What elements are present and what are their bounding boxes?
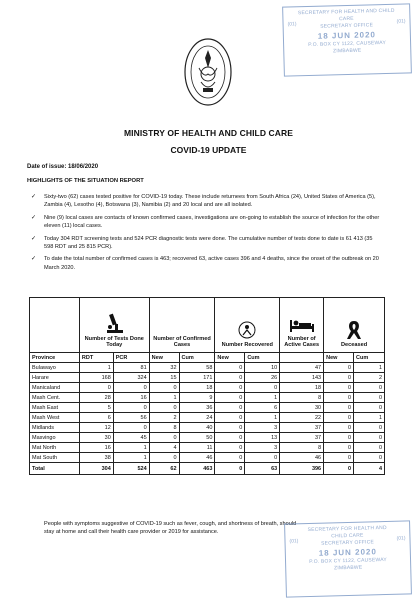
value-cell: 0 xyxy=(113,383,149,393)
table-row xyxy=(30,363,385,373)
checkmark-icon: ✓ xyxy=(31,256,37,263)
value-cell: 0 xyxy=(149,403,179,413)
column-header: Cum xyxy=(245,353,280,363)
checkmark-icon: ✓ xyxy=(31,235,37,242)
value-cell: 0 xyxy=(149,433,179,443)
tests-header xyxy=(79,298,149,353)
value-cell: 0 xyxy=(324,453,354,463)
table-column-header xyxy=(30,353,385,363)
province-cell: Harare xyxy=(30,373,80,383)
table-row xyxy=(30,443,385,453)
value-cell: 56 xyxy=(113,413,149,423)
stamp-code: (01) xyxy=(396,535,406,542)
value-cell: 40 xyxy=(179,423,215,433)
value-cell: 10 xyxy=(245,363,280,373)
value-cell: 11 xyxy=(179,443,215,453)
table-row xyxy=(30,373,385,383)
value-cell: 1 xyxy=(113,443,149,453)
stamp-date: 18 JUN 2020 xyxy=(317,30,377,41)
value-cell: 15 xyxy=(149,373,179,383)
value-cell: 5 xyxy=(79,403,113,413)
highlights-heading: HIGHLIGHTS OF THE SITUATION REPORT xyxy=(27,178,144,184)
received-stamp-top xyxy=(282,3,412,76)
bullet-text: Nine (9) local cases are contacts of known confirmed cases, investigations are on-going to establish the source of infection for the other eleven (11) local cases. xyxy=(44,214,380,230)
value-cell: 0 xyxy=(354,423,385,433)
value-cell: 12 xyxy=(79,423,113,433)
value-cell: 1 xyxy=(149,393,179,403)
table-row xyxy=(30,433,385,443)
confirmed-header xyxy=(149,298,215,353)
column-header: New xyxy=(215,353,245,363)
column-header: Province xyxy=(30,353,80,363)
stamp-address: P.O. BOX CY 1122, CAUSEWAY xyxy=(308,39,387,49)
header-label: Number Recovered xyxy=(221,342,273,349)
stamp-code: (01) xyxy=(287,21,297,28)
province-cell: Mash West xyxy=(30,413,80,423)
received-stamp-bottom xyxy=(284,520,412,597)
value-cell: 50 xyxy=(179,433,215,443)
value-cell: 143 xyxy=(280,373,324,383)
value-cell: 30 xyxy=(280,403,324,413)
table-row xyxy=(30,403,385,413)
header-label: Number of Tests Done Today xyxy=(84,335,144,349)
list-item xyxy=(30,193,380,210)
column-header: Cum xyxy=(354,353,385,363)
value-cell: 2 xyxy=(354,373,385,383)
report-title: COVID-19 UPDATE xyxy=(170,145,247,155)
value-cell: 0 xyxy=(324,443,354,453)
column-header: RDT xyxy=(79,353,113,363)
value-cell: 0 xyxy=(354,403,385,413)
deceased-header xyxy=(324,298,385,353)
value-cell: 63 xyxy=(245,463,280,475)
value-cell: 6 xyxy=(79,413,113,423)
column-header: New xyxy=(324,353,354,363)
table-row xyxy=(30,383,385,393)
value-cell: 0 xyxy=(324,463,354,475)
value-cell: 0 xyxy=(215,433,245,443)
column-header xyxy=(280,353,324,363)
province-cell: Manicaland xyxy=(30,383,80,393)
value-cell: 1 xyxy=(79,363,113,373)
active-header xyxy=(280,298,324,353)
checkmark-icon: ✓ xyxy=(31,214,37,221)
header-label: Deceased xyxy=(341,342,368,349)
value-cell: 0 xyxy=(324,403,354,413)
table-row xyxy=(30,453,385,463)
value-cell: 36 xyxy=(179,403,215,413)
bullet-text: Sixty-two (62) cases tested positive for COVID-19 today. These include returnees from South Africa (24), United States of America (5), Zambia (4), Lesotho (4), Botswana (3), Namibia (2) and 20 local and are all isolated. xyxy=(44,194,376,209)
stamp-office: SECRETARY OFFICE xyxy=(321,539,375,547)
province-cell: Midlands xyxy=(30,423,80,433)
column-header: Cum xyxy=(179,353,215,363)
value-cell: 0 xyxy=(215,403,245,413)
checkmark-icon: ✓ xyxy=(31,194,37,200)
value-cell: 0 xyxy=(215,443,245,453)
value-cell: 0 xyxy=(215,423,245,433)
value-cell: 0 xyxy=(149,383,179,393)
table-row xyxy=(30,413,385,423)
issue-date: Date of issue: 18/06/2020 xyxy=(27,164,99,170)
stamp-line: SECRETARY FOR HEALTH AND xyxy=(307,524,387,534)
list-item xyxy=(30,255,380,272)
value-cell: 0 xyxy=(215,373,245,383)
bullet-text: Today 304 RDT screening tests and 524 PCR diagnostic tests were done. The cumulative number of tests done to date is 61 413 (35 598 RDT and 25 815 PCR). xyxy=(44,235,373,251)
province-cell: Mash Cent. xyxy=(30,393,80,403)
stamp-date: 18 JUN 2020 xyxy=(318,547,378,558)
value-cell: 16 xyxy=(113,393,149,403)
microscope-icon xyxy=(102,312,126,334)
stamp-country: ZIMBABWE xyxy=(334,564,363,572)
value-cell: 1 xyxy=(113,453,149,463)
value-cell: 524 xyxy=(113,463,149,475)
province-cell: Mat North xyxy=(30,443,80,453)
column-header: PCR xyxy=(113,353,149,363)
value-cell: 58 xyxy=(179,363,215,373)
value-cell: 0 xyxy=(215,453,245,463)
value-cell: 46 xyxy=(179,453,215,463)
stamp-office: SECRETARY OFFICE xyxy=(320,22,374,30)
value-cell: 32 xyxy=(149,363,179,373)
stamp-code: (01) xyxy=(396,18,406,25)
value-cell: 0 xyxy=(113,423,149,433)
value-cell: 0 xyxy=(354,443,385,453)
value-cell: 171 xyxy=(179,373,215,383)
value-cell: 1 xyxy=(354,413,385,423)
value-cell: 0 xyxy=(79,383,113,393)
table-body xyxy=(30,363,385,475)
value-cell: 6 xyxy=(245,403,280,413)
ministry-title: MINISTRY OF HEALTH AND CHILD CARE xyxy=(123,128,294,138)
province-cell: Total xyxy=(30,463,80,475)
value-cell: 0 xyxy=(215,393,245,403)
value-cell: 2 xyxy=(149,413,179,423)
table-group-header xyxy=(30,298,385,353)
province-cell: Bulawayo xyxy=(30,363,80,373)
value-cell: 46 xyxy=(280,453,324,463)
value-cell: 0 xyxy=(324,383,354,393)
value-cell: 28 xyxy=(79,393,113,403)
value-cell: 30 xyxy=(79,433,113,443)
bullet-text: To date the total number of confirmed cases is 463; recovered 63, active cases 396 and 4 deaths, since the onset of the outbreak on 20 March 2020. xyxy=(44,256,379,271)
value-cell: 0 xyxy=(215,363,245,373)
value-cell: 1 xyxy=(354,363,385,373)
value-cell: 37 xyxy=(280,433,324,443)
value-cell: 396 xyxy=(280,463,324,475)
value-cell: 0 xyxy=(324,433,354,443)
value-cell: 4 xyxy=(149,443,179,453)
value-cell: 0 xyxy=(215,463,245,475)
province-cell: Masvingo xyxy=(30,433,80,443)
value-cell: 22 xyxy=(280,413,324,423)
header-label: Number of Confirmed Cases xyxy=(153,335,211,349)
value-cell: 3 xyxy=(245,443,280,453)
value-cell: 168 xyxy=(79,373,113,383)
value-cell: 0 xyxy=(354,433,385,443)
value-cell: 81 xyxy=(113,363,149,373)
value-cell: 0 xyxy=(215,413,245,423)
value-cell: 24 xyxy=(179,413,215,423)
stamp-line: CHILD CARE xyxy=(331,532,364,540)
value-cell: 0 xyxy=(113,403,149,413)
value-cell: 324 xyxy=(113,373,149,383)
table-total-row xyxy=(30,463,385,475)
value-cell: 0 xyxy=(324,363,354,373)
value-cell: 37 xyxy=(280,423,324,433)
situation-table xyxy=(29,297,385,475)
value-cell: 8 xyxy=(280,443,324,453)
mourning-ribbon-icon xyxy=(345,318,363,340)
value-cell: 8 xyxy=(280,393,324,403)
table-row xyxy=(30,393,385,403)
table-row xyxy=(30,423,385,433)
value-cell: 47 xyxy=(280,363,324,373)
value-cell: 8 xyxy=(149,423,179,433)
value-cell: 1 xyxy=(245,413,280,423)
list-item xyxy=(30,235,380,252)
value-cell: 18 xyxy=(179,383,215,393)
value-cell: 18 xyxy=(280,383,324,393)
stamp-address: P.O. BOX CY 1122, CAUSEWAY xyxy=(309,556,387,566)
value-cell: 3 xyxy=(245,423,280,433)
value-cell: 0 xyxy=(354,453,385,463)
stamp-line: SECRETARY FOR HEALTH AND CHILD xyxy=(297,7,395,17)
ministry-coat-of-arms-icon xyxy=(184,38,232,106)
value-cell: 26 xyxy=(245,373,280,383)
value-cell: 463 xyxy=(179,463,215,475)
value-cell: 0 xyxy=(324,413,354,423)
recovered-header xyxy=(215,298,280,353)
value-cell: 0 xyxy=(324,393,354,403)
footer-advice: People with symptoms suggestive of COVID-19 such as fever, cough, and shortness of breath, should stay at home and call their health care provider or 2019 for assistance. xyxy=(44,521,297,536)
recovered-figure-icon xyxy=(238,320,256,340)
stamp-line: CARE xyxy=(339,15,354,23)
value-cell: 16 xyxy=(79,443,113,453)
value-cell: 0 xyxy=(245,383,280,393)
value-cell: 0 xyxy=(215,383,245,393)
value-cell: 0 xyxy=(324,423,354,433)
value-cell: 38 xyxy=(79,453,113,463)
blank-header-cell xyxy=(30,298,80,353)
value-cell: 0 xyxy=(354,383,385,393)
stamp-country: ZIMBABWE xyxy=(333,47,362,55)
province-cell: Mat South xyxy=(30,453,80,463)
value-cell: 62 xyxy=(149,463,179,475)
value-cell: 1 xyxy=(245,393,280,403)
value-cell: 304 xyxy=(79,463,113,475)
province-cell: Mash East xyxy=(30,403,80,413)
stamp-code: (01) xyxy=(289,538,299,545)
value-cell: 0 xyxy=(149,453,179,463)
column-header: New xyxy=(149,353,179,363)
value-cell: 0 xyxy=(324,373,354,383)
value-cell: 9 xyxy=(179,393,215,403)
value-cell: 45 xyxy=(113,433,149,443)
value-cell: 0 xyxy=(245,453,280,463)
hospital-bed-icon xyxy=(288,316,316,334)
value-cell: 0 xyxy=(354,393,385,403)
list-item xyxy=(30,214,380,231)
highlights-list xyxy=(30,193,380,276)
value-cell: 4 xyxy=(354,463,385,475)
header-label: Number of Active Cases xyxy=(284,335,320,349)
value-cell: 13 xyxy=(245,433,280,443)
